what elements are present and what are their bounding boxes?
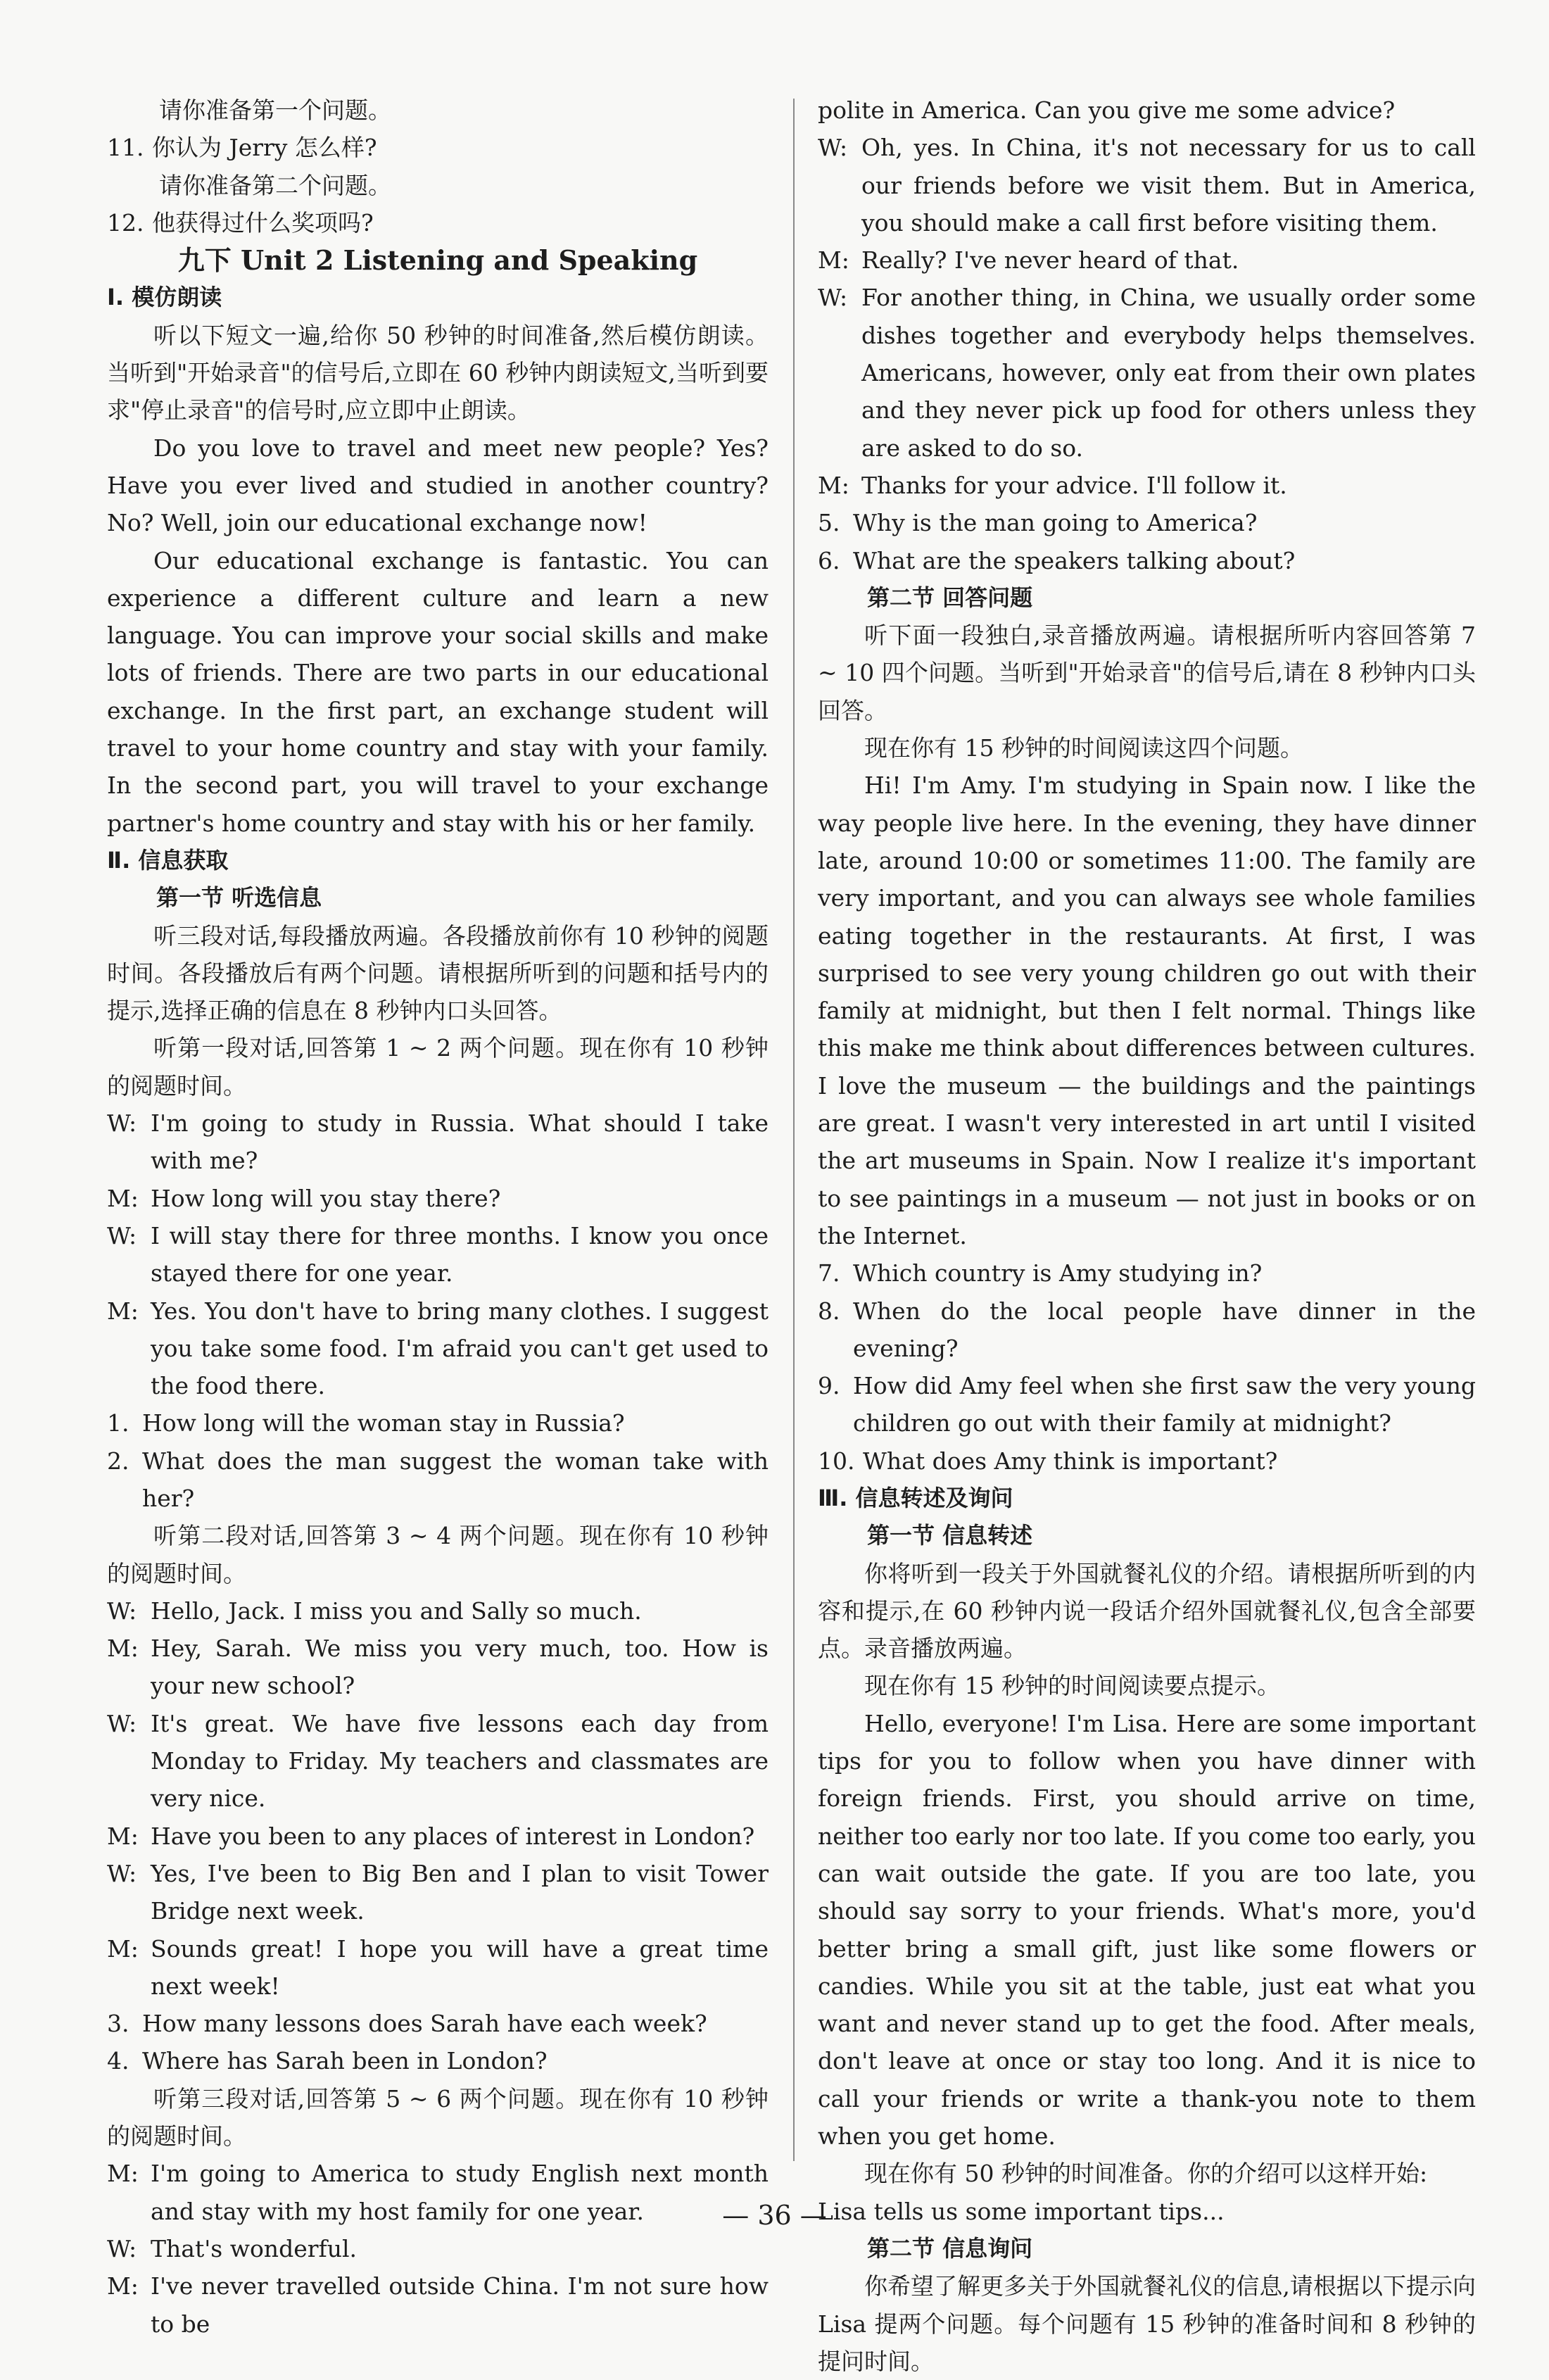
dialog-text: Yes, I've been to Big Ben and I plan to visit Tower Bridge next week. bbox=[151, 1859, 769, 1925]
dialog-line bbox=[818, 129, 1476, 241]
dialog-text: I'm going to study in Russia. What should I take with me? bbox=[151, 1109, 769, 1175]
question-text: Which country is Amy studying in? bbox=[853, 1259, 1263, 1287]
question-number: 4. bbox=[107, 2047, 129, 2075]
section-heading: Ⅲ. 信息转述及询问 bbox=[818, 1484, 1013, 1511]
paragraph: 听下面一段独白,录音播放两遍。请根据所听内容回答第 7 ~ 10 四个问题。当听到"开始录音"的信号后,请在 8 秒钟内口头回答。 bbox=[818, 622, 1476, 724]
dialog-text: For another thing, in China, we usually order some dishes together and everybody helps themselves. Americans, however, only eat from their own plates and they never pick up food for others unless they are asked to do so. bbox=[861, 284, 1476, 462]
question-item bbox=[107, 2005, 769, 2042]
section-heading: Ⅰ. 模仿朗读 bbox=[107, 284, 222, 311]
speaker-label: W: bbox=[107, 2234, 137, 2262]
dialog-text: Hey, Sarah. We miss you very much, too. How is your new school? bbox=[151, 1635, 769, 1700]
question-item bbox=[818, 1292, 1476, 1368]
section-heading: Ⅱ. 信息获取 bbox=[107, 846, 229, 874]
dialog-text: Yes. You don't have to bring many clothes. I suggest you take some food. I'm afraid you can't get used to the food there. bbox=[151, 1297, 769, 1400]
question-number: 2. bbox=[107, 1447, 129, 1475]
continued-text: Lisa tells us some important tips... bbox=[818, 2197, 1225, 2225]
paragraph: Do you love to travel and meet new people? Yes? Have you ever lived and studied in another country? No? Well, join our educational exchange now! bbox=[107, 434, 769, 537]
dialog-text: I will stay there for three months. I know you once stayed there for one year. bbox=[151, 1221, 769, 1287]
speaker-label: W: bbox=[107, 1221, 137, 1249]
dialog-line bbox=[107, 1592, 769, 1630]
question-number: 5. bbox=[818, 509, 840, 537]
dialog-text: How long will you stay there? bbox=[151, 1184, 501, 1212]
speaker-label: M: bbox=[107, 1822, 139, 1850]
paragraph: 听三段对话,每段播放两遍。各段播放前你有 10 秒钟的阅题时间。各段播放后有两个问题。请根据所听到的问题和括号内的提示,选择正确的信息在 8 秒钟内口头回答。 bbox=[107, 921, 769, 1025]
question-text: How long will the woman stay in Russia? bbox=[142, 1409, 625, 1437]
speaker-label: W: bbox=[107, 1709, 137, 1737]
question-text: What are the speakers talking about? bbox=[853, 546, 1296, 574]
paragraph: 现在你有 15 秒钟的时间阅读要点提示。 bbox=[864, 1672, 1280, 1700]
question-text: How did Amy feel when she first saw the very young children go out with their family at midnight? bbox=[853, 1372, 1476, 1437]
dialog-line bbox=[818, 279, 1476, 466]
question-item bbox=[107, 2042, 769, 2079]
speaker-label: M: bbox=[107, 1635, 139, 1663]
speaker-label: W: bbox=[818, 134, 848, 162]
question-number: 12. bbox=[107, 208, 144, 237]
dialog-line bbox=[107, 1818, 769, 1855]
question-text: When do the local people have dinner in the evening? bbox=[853, 1297, 1476, 1362]
question-item bbox=[818, 1442, 1476, 1480]
dialog-text: Have you been to any places of interest in London? bbox=[151, 1822, 755, 1850]
dialog-line bbox=[107, 1292, 769, 1405]
question-number: 10. bbox=[818, 1447, 855, 1475]
paragraph: Hello, everyone! I'm Lisa. Here are some important tips for you to follow when you have dinner with foreign friends. First, you should arrive on time, neither too early nor too late. If you come too early, you can wait outside the gate. If you are too late, you should say sorry to your friends. What's more, you'd better bring a small gift, just like some flowers or candies. While you sit at the table, just eat what you want and never stand up to get the food. After meals, don't leave at once or stay too long. And it is nice to call your friends or write a thank-you note to them when you get home. bbox=[818, 1709, 1476, 2151]
paragraph: 现在你有 15 秒钟的时间阅读这四个问题。 bbox=[864, 734, 1303, 762]
dialog-text: Really? I've never heard of that. bbox=[861, 246, 1239, 275]
subsection-heading: 第二节 回答问题 bbox=[867, 584, 1033, 611]
continued-text: polite in America. Can you give me some advice? bbox=[818, 96, 1396, 124]
question-item bbox=[107, 1442, 769, 1518]
dialog-line bbox=[107, 1217, 769, 1292]
speaker-label: M: bbox=[107, 2160, 139, 2188]
dialog-line bbox=[107, 2230, 769, 2267]
question-text: How many lessons does Sarah have each week? bbox=[142, 2010, 707, 2038]
unit-title: 九下 Unit 2 Listening and Speaking bbox=[177, 244, 698, 277]
question-text: Why is the man going to America? bbox=[853, 509, 1258, 537]
subsection-heading: 第一节 听选信息 bbox=[156, 884, 322, 912]
question-text: 你认为 Jerry 怎么样? bbox=[152, 134, 377, 162]
subsection-heading: 第一节 信息转述 bbox=[867, 1522, 1033, 1549]
right-column bbox=[818, 92, 1476, 2380]
page-number: — 36 — bbox=[722, 2200, 827, 2231]
question-number: 7. bbox=[818, 1259, 840, 1287]
dialog-text: I've never travelled outside China. I'm not sure how to be bbox=[151, 2272, 769, 2338]
paragraph: 你希望了解更多关于外国就餐礼仪的信息,请根据以下提示向 Lisa 提两个问题。每个问题有 15 秒钟的准备时间和 8 秒钟的提问时间。 bbox=[818, 2272, 1476, 2375]
prompt-text: 请你准备第二个问题。 bbox=[159, 171, 391, 199]
left-column bbox=[107, 92, 769, 2343]
dialog-line bbox=[818, 241, 1476, 279]
dialog-text: Hello, Jack. I miss you and Sally so much. bbox=[151, 1597, 642, 1625]
dialog-line bbox=[107, 1104, 769, 1180]
speaker-label: W: bbox=[818, 284, 848, 312]
question-item bbox=[107, 204, 769, 241]
speaker-label: M: bbox=[818, 246, 849, 275]
dialog-text: That's wonderful. bbox=[151, 2234, 358, 2262]
dialog-text: It's great. We have five lessons each day from Monday to Friday. My teachers and classmates are very nice. bbox=[151, 1709, 769, 1813]
subsection-heading: 第二节 信息询问 bbox=[867, 2234, 1033, 2262]
paragraph: 你将听到一段关于外国就餐礼仪的介绍。请根据所听到的内容和提示,在 60 秒钟内说一段话介绍外国就餐礼仪,包含全部要点。录音播放两遍。 bbox=[818, 1559, 1476, 1663]
question-text: What does Amy think is important? bbox=[863, 1447, 1278, 1475]
paragraph: Hi! I'm Amy. I'm studying in Spain now. I like the way people live here. In the evening, they have dinner late, around 10:00 or sometimes 11:00. The family are very important, and you can always see whole families eating together in the restaurants. At first, I was surprised to see very young children go out with their family at midnight, but then I felt normal. Things like this make me think about differences between cultures. I love the museum — the buildings and the paintings are great. I wasn't very interested in art until I visited the art museums in Spain. Now I realize it's important to see paintings in a museum — not just in books or on the Internet. bbox=[818, 772, 1476, 1249]
speaker-label: W: bbox=[107, 1597, 137, 1625]
question-number: 9. bbox=[818, 1372, 840, 1400]
paragraph: 听第一段对话,回答第 1 ~ 2 两个问题。现在你有 10 秒钟的阅题时间。 bbox=[107, 1034, 769, 1100]
question-item bbox=[818, 542, 1476, 579]
question-text: Where has Sarah been in London? bbox=[142, 2047, 548, 2075]
dialog-text: Thanks for your advice. I'll follow it. bbox=[861, 471, 1287, 499]
speaker-label: M: bbox=[107, 1184, 139, 1212]
speaker-label: M: bbox=[107, 1297, 139, 1325]
question-number: 8. bbox=[818, 1297, 840, 1325]
question-item bbox=[107, 129, 769, 166]
question-number: 11. bbox=[107, 134, 144, 162]
dialog-line bbox=[107, 1180, 769, 1217]
dialog-line bbox=[107, 1855, 769, 1930]
speaker-label: M: bbox=[107, 1934, 139, 1963]
dialog-line bbox=[107, 1630, 769, 1705]
question-item bbox=[818, 1367, 1476, 1442]
question-item bbox=[818, 504, 1476, 541]
question-number: 6. bbox=[818, 546, 840, 574]
dialog-line bbox=[107, 1930, 769, 2006]
question-text: What does the man suggest the woman take with her? bbox=[142, 1447, 769, 1512]
question-text: 他获得过什么奖项吗? bbox=[152, 208, 374, 237]
dialog-line bbox=[107, 1705, 769, 1818]
speaker-label: M: bbox=[818, 471, 849, 499]
question-item bbox=[818, 1254, 1476, 1292]
dialog-text: Oh, yes. In China, it's not necessary for us to call our friends before we visit them. But in America, you should make a call first before visiting them. bbox=[861, 134, 1476, 237]
paragraph: 现在你有 50 秒钟的时间准备。你的介绍可以这样开始: bbox=[864, 2160, 1428, 2188]
speaker-label: M: bbox=[107, 2272, 139, 2300]
column-divider bbox=[793, 99, 795, 2161]
question-number: 3. bbox=[107, 2010, 129, 2038]
dialog-line bbox=[818, 467, 1476, 504]
paragraph: Our educational exchange is fantastic. You can experience a different culture and learn a new language. You can improve your social skills and make lots of friends. There are two parts in our educational exchange. In the first part, an exchange student will travel to your home country and stay with your family. In the second part, you will travel to your exchange partner's home country and stay with his or her family. bbox=[107, 546, 769, 837]
speaker-label: W: bbox=[107, 1859, 137, 1887]
paragraph: 听以下短文一遍,给你 50 秒钟的时间准备,然后模仿朗读。当听到"开始录音"的信号后,立即在 60 秒钟内朗读短文,当听到要求"停止录音"的信号时,应立即中止朗读。 bbox=[107, 321, 769, 424]
prompt-text: 请你准备第一个问题。 bbox=[159, 96, 391, 124]
question-number: 1. bbox=[107, 1409, 129, 1437]
dialog-line bbox=[107, 2267, 769, 2343]
question-item bbox=[107, 1404, 769, 1442]
dialog-text: I'm going to America to study English next month and stay with my host family for one year. bbox=[151, 2160, 769, 2225]
paragraph: 听第三段对话,回答第 5 ~ 6 两个问题。现在你有 10 秒钟的阅题时间。 bbox=[107, 2084, 769, 2151]
paragraph: 听第二段对话,回答第 3 ~ 4 两个问题。现在你有 10 秒钟的阅题时间。 bbox=[107, 1522, 769, 1587]
dialog-text: Sounds great! I hope you will have a great time next week! bbox=[151, 1934, 769, 2000]
speaker-label: W: bbox=[107, 1109, 137, 1138]
